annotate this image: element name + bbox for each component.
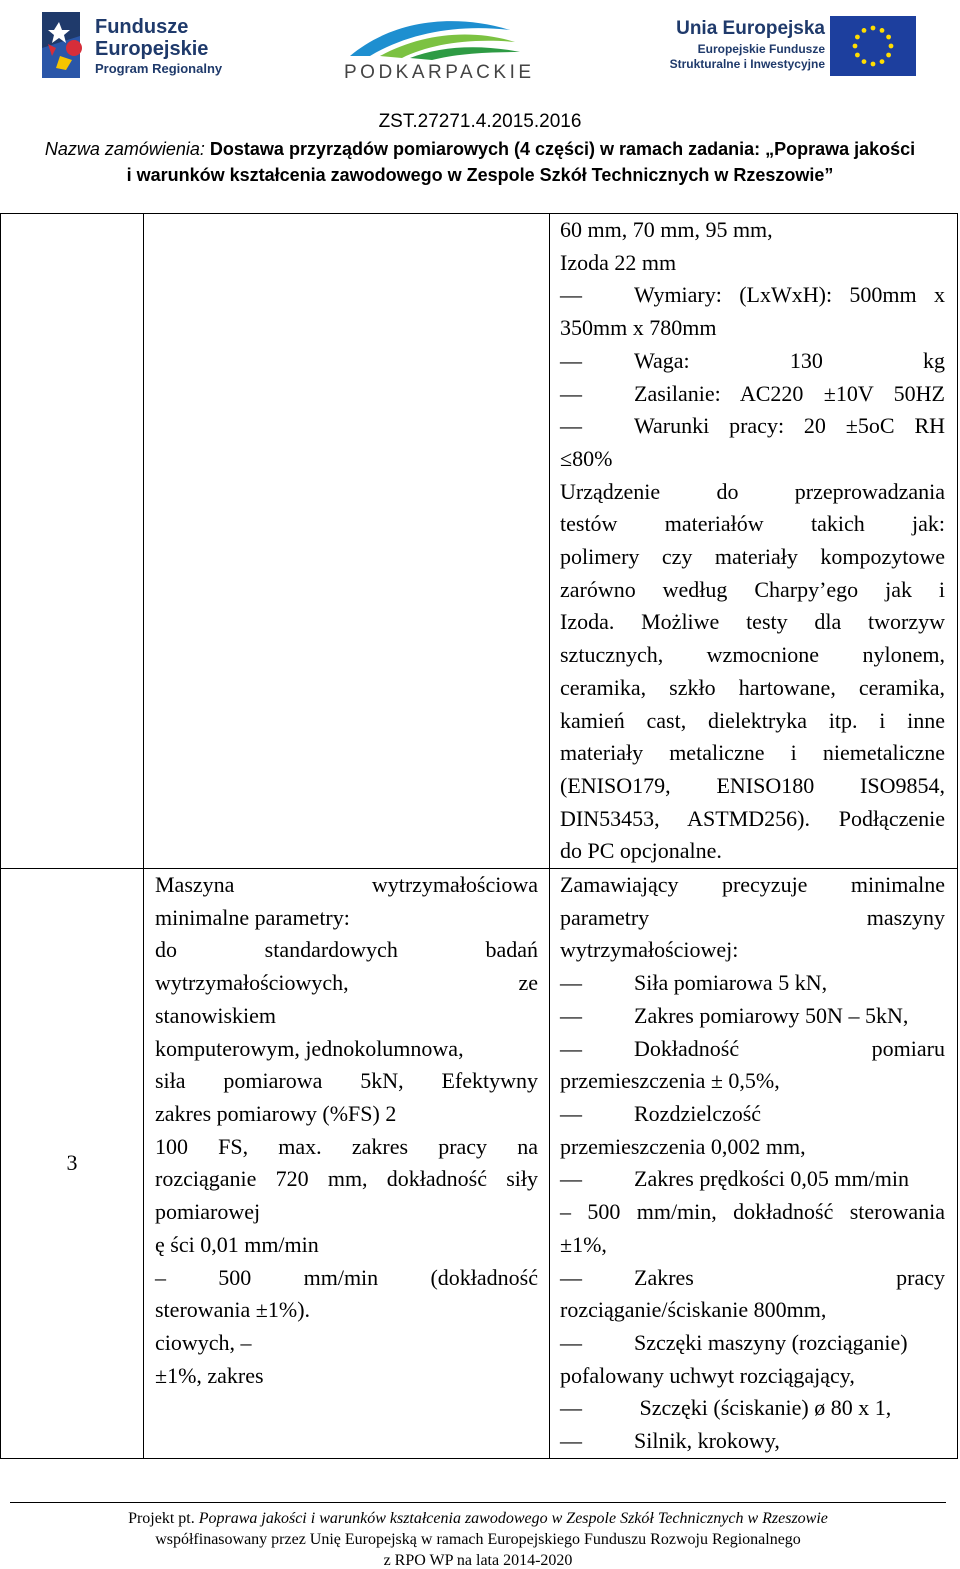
header-logos [0,0,960,100]
text-line [560,835,945,868]
title-text-1: Dostawa przyrządów pomiarowych (4 części) w ramach zadania: „Poprawa jakości [209,139,916,159]
line-text: Siła pomiarowa 5 kN, [634,970,828,996]
text-line [560,541,945,574]
line-text: materiały metaliczne i niemetaliczne [560,740,945,766]
text-line [560,639,945,672]
text-line [155,934,538,967]
text-line [560,1294,945,1327]
bullet-dash: — [560,1395,582,1421]
text-line [155,1262,538,1295]
bullet-dash: — [560,1264,582,1290]
line-text: sztucznych, wzmocnione nylonem, [560,642,945,668]
line-text: polimery czy materiały kompozytowe [560,544,945,570]
bullet-dash: — [560,1100,582,1126]
line-text: Szczęki maszyny (rozciąganie) [634,1329,908,1355]
line-text: testów materiałów takich jak: [560,511,945,537]
text-line [560,803,945,836]
text-line [560,1033,945,1066]
line-text: do PC opcjonalne. [560,838,722,864]
requirements-text [550,214,957,868]
footer-line2: współfinasowany przez Unię Europejską w ramach Europejskiego Funduszu Rozwoju Regionalnego [155,1531,801,1548]
line-text: Urządzenie do przeprowadzania [560,478,945,504]
text-line [560,1392,945,1425]
unia-line1: Unia Europejska [676,18,825,39]
text-line [560,1425,945,1458]
line-text: Silnik, krokowy, [634,1428,780,1454]
line-text: Waga: 130 kg [634,347,945,373]
text-line [560,934,945,967]
line-text: Zakres prędkości 0,05 mm/min [634,1166,909,1192]
text-line [560,1098,945,1131]
text-line [560,279,945,312]
line-text: pomiarowej [155,1199,261,1225]
text-line [155,1163,538,1196]
fundusze-text [95,16,222,78]
document-header [0,108,960,188]
text-line [155,902,538,935]
podkarpackie-swoosh-icon [340,12,530,62]
text-line [560,574,945,607]
text-line [155,1360,538,1393]
line-text: rozciąganie 720 mm, dokładność siły [155,1166,538,1192]
line-text: pofalowany uchwyt rozciągający, [560,1362,855,1388]
requirements-cell [550,214,958,869]
text-line [560,1000,945,1033]
text-line [560,476,945,509]
bullet-dash: — [560,1166,582,1192]
text-line [560,869,945,902]
text-line [560,672,945,705]
line-text: Zasilanie: AC220 ±10V 50HZ [634,380,945,406]
text-line [560,606,945,639]
eu-flag-icon [830,16,916,76]
line-text: stanowiskiem [155,1002,276,1028]
text-line [155,1294,538,1327]
document-title-line1 [0,136,960,162]
text-line [560,770,945,803]
line-text: Izoda. Możliwe testy dla tworzyw [560,609,945,635]
line-text: ≤80% [560,445,613,471]
bullet-dash: — [560,1428,582,1454]
unia-line3: Strukturalne i Inwestycyjne [669,57,825,71]
text-line [155,1000,538,1033]
bullet-dash: — [560,1329,582,1355]
line-text: ceramika, szkło hartowane, ceramika, [560,674,945,700]
text-line [560,312,945,345]
description-cell [144,214,550,869]
line-text: ±1%, zakres [155,1362,264,1388]
footer-prefix: Projekt pt. [128,1510,195,1527]
text-line [560,214,945,247]
text-line [155,1229,538,1262]
text-line [155,1131,538,1164]
document-code: ZST.27271.4.2015.2016 [378,111,582,132]
text-line [560,378,945,411]
unia-europejska-logo [655,14,925,80]
podkarpackie-text: PODKARPACKIE [344,62,535,83]
line-text: Wymiary: (LxWxH): 500mm x [634,282,945,308]
footer-project-name: Poprawa jakości i warunków kształcenia zawodowego w Zespole Szkół Technicznych w Rzeszowie [198,1510,828,1527]
page-footer [10,1502,946,1569]
text-line [560,1360,945,1393]
text-line [560,247,945,280]
line-text: przemieszczenia ± 0,5%, [560,1068,780,1094]
bullet-dash: — [560,380,582,406]
specification-table [0,213,958,1459]
line-text: ę ści 0,01 mm/min [155,1231,319,1257]
line-text: Dokładność pomiaru [634,1035,945,1061]
line-text: – 500 mm/min (dokładność [155,1264,538,1290]
bullet-dash: — [560,1002,582,1028]
text-line [560,1065,945,1098]
text-line [560,902,945,935]
text-line [560,410,945,443]
bullet-dash: — [560,347,582,373]
line-text: (ENISO179, ENISO180 ISO9854, [560,772,945,798]
document-title-line2: i warunków kształcenia zawodowego w Zespole Szkół Technicznych w Rzeszowie” [126,165,834,185]
line-text: Rozdzielczość [634,1100,762,1126]
fundusze-flag-icon [40,8,92,82]
row-number-cell [1,214,144,869]
line-text: przemieszczenia 0,002 mm, [560,1133,806,1159]
fundusze-europejskie-logo [40,8,240,82]
text-line [560,737,945,770]
line-text: wytrzymałościowych, ze [155,970,538,996]
line-text: Maszyna wytrzymałościowa [155,872,538,898]
row-number-cell [1,869,144,1459]
text-line [560,345,945,378]
line-text: do standardowych badań [155,937,538,963]
line-text: sterowania ±1%). [155,1297,311,1323]
line-text: rozciąganie/ściskanie 800mm, [560,1297,827,1323]
unia-text [655,16,825,72]
line-text: wytrzymałościowej: [560,937,739,963]
description-cell [144,869,550,1459]
line-text: zakres pomiarowy (%FS) 2 [155,1100,397,1126]
line-text: 350mm x 780mm [560,315,717,341]
text-line [560,705,945,738]
text-line [560,1196,945,1229]
text-line [560,967,945,1000]
line-text: Szczęki (ściskanie) ø 80 x 1, [634,1395,892,1421]
title-label: Nazwa zamówienia: [44,139,205,159]
row-number: 3 [66,1150,78,1176]
text-line [560,1163,945,1196]
line-text: siła pomiarowa 5kN, Efektywny [155,1068,538,1094]
line-text: parametry maszyny [560,904,945,930]
fundusze-line1: Fundusze [95,16,189,38]
line-text: ±1%, [560,1231,607,1257]
line-text: ciowych, – [155,1329,252,1355]
line-text: Warunki pracy: 20 ±5oC RH [634,413,945,439]
fundusze-line3: Program Regionalny [95,61,223,76]
table-row [1,214,958,869]
line-text: DIN53453, ASTMD256). Podłączenie [560,805,945,831]
text-line [155,967,538,1000]
text-line [155,1065,538,1098]
line-text: – 500 mm/min, dokładność sterowania [560,1199,945,1225]
line-text: 100 FS, max. zakres pracy na [155,1133,538,1159]
fundusze-line2: Europejskie [95,38,209,60]
line-text: komputerowym, jednokolumnowa, [155,1035,464,1061]
bullet-dash: — [560,282,582,308]
text-line [560,508,945,541]
text-line [560,443,945,476]
bullet-dash: — [560,970,582,996]
requirements-text [550,869,957,1458]
line-text: minimalne parametry: [155,904,350,930]
text-line [155,1327,538,1360]
requirements-cell [550,869,958,1459]
text-line [560,1327,945,1360]
text-line [155,1033,538,1066]
unia-line2: Europejskie Fundusze [697,42,825,56]
text-line [560,1262,945,1295]
description-text [144,869,549,1392]
footer-line3: z RPO WP na lata 2014-2020 [383,1552,573,1569]
text-line [155,1098,538,1131]
table-row [1,869,958,1459]
text-line [560,1229,945,1262]
line-text: Zamawiający precyzuje minimalne [560,872,945,898]
line-text: 60 mm, 70 mm, 95 mm, [560,217,773,242]
line-text: Zakres pomiarowy 50N – 5kN, [634,1002,909,1028]
bullet-dash: — [560,1035,582,1061]
footer-line1 [10,1508,946,1529]
text-line [155,869,538,902]
line-text: Zakres pracy [634,1264,945,1290]
podkarpackie-logo [340,12,535,83]
text-line [155,1196,538,1229]
text-line [560,1131,945,1164]
line-text: Izoda 22 mm [560,249,677,275]
bullet-dash: — [560,413,582,439]
line-text: zarówno według Charpy’ego jak i [560,576,945,602]
line-text: kamień cast, dielektryka itp. i inne [560,707,945,733]
